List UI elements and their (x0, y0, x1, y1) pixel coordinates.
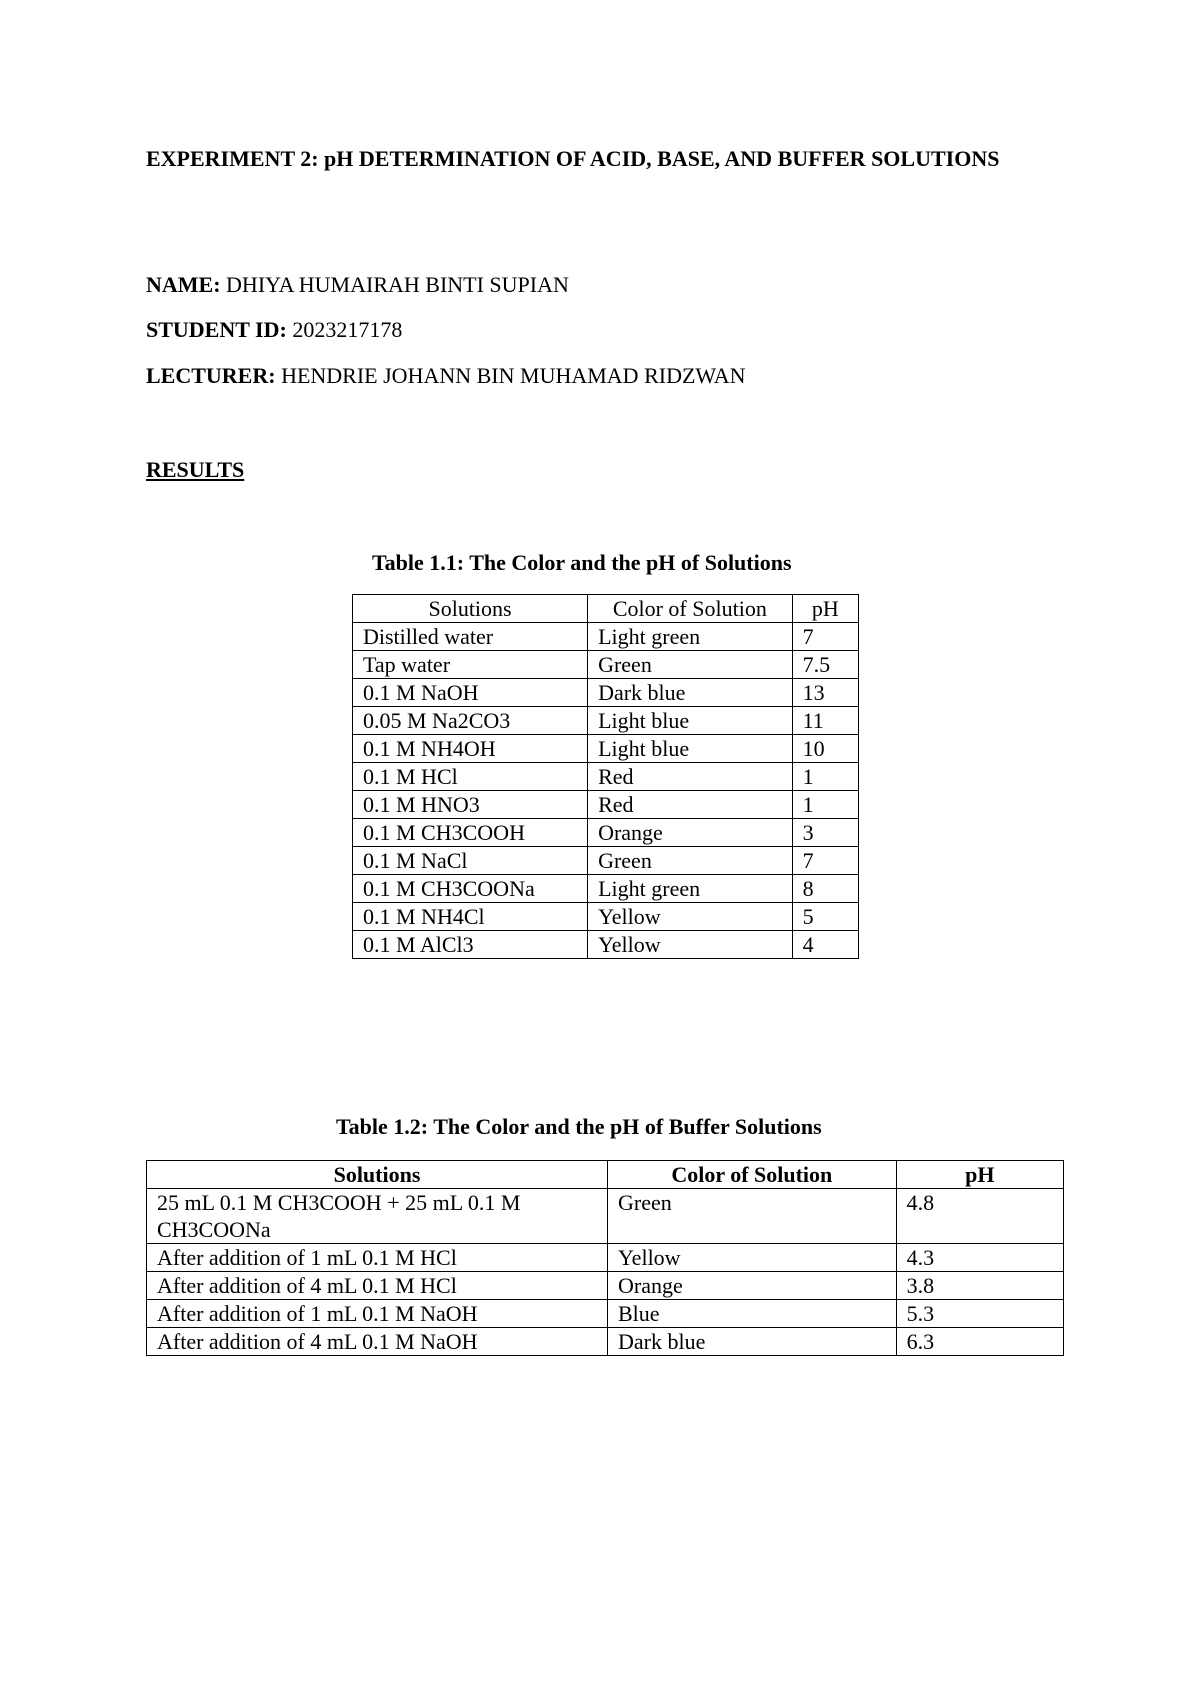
table-cell: Light blue (588, 735, 793, 763)
table-cell: 0.05 M Na2CO3 (353, 707, 588, 735)
table-cell: After addition of 4 mL 0.1 M NaOH (147, 1328, 608, 1356)
experiment-title: EXPERIMENT 2: pH DETERMINATION OF ACID, BASE, AND BUFFER SOLUTIONS (146, 146, 1000, 171)
table-row (353, 735, 859, 763)
table-cell: Red (588, 763, 793, 791)
table-cell: 1 (792, 763, 858, 791)
table-cell: Light blue (588, 707, 793, 735)
table-row (147, 1272, 1064, 1300)
table-row (353, 679, 859, 707)
table2-caption: Table 1.2: The Color and the pH of Buffer Solutions (336, 1114, 822, 1139)
table-row (353, 819, 859, 847)
table-cell: 0.1 M AlCl3 (353, 931, 588, 959)
table-cell: 0.1 M HCl (353, 763, 588, 791)
table-cell: Light green (588, 875, 793, 903)
table-cell: 0.1 M NaCl (353, 847, 588, 875)
table-cell: 0.1 M CH3COONa (353, 875, 588, 903)
table-cell: Dark blue (588, 679, 793, 707)
buffer-solutions-table (146, 1160, 1064, 1356)
table-row (353, 791, 859, 819)
table-row (353, 707, 859, 735)
table-cell: Green (588, 847, 793, 875)
table-row (147, 1189, 1064, 1244)
table-cell: Orange (588, 819, 793, 847)
table-cell: 8 (792, 875, 858, 903)
table-cell: 0.1 M NH4OH (353, 735, 588, 763)
table-row (353, 931, 859, 959)
table-cell: 0.1 M NH4Cl (353, 903, 588, 931)
table-cell: 5 (792, 903, 858, 931)
table-row (353, 903, 859, 931)
table-row (353, 875, 859, 903)
table-cell: Tap water (353, 651, 588, 679)
lecturer-label: LECTURER: (146, 363, 276, 388)
table-row (147, 1300, 1064, 1328)
solutions-ph-table (352, 594, 859, 959)
table-cell: After addition of 1 mL 0.1 M HCl (147, 1244, 608, 1272)
table-cell: Red (588, 791, 793, 819)
table-cell: 5.3 (896, 1300, 1063, 1328)
table-row (353, 763, 859, 791)
table-header-cell: Color of Solution (608, 1161, 897, 1189)
table-cell: Green (588, 651, 793, 679)
table-cell: 4.3 (896, 1244, 1063, 1272)
table-cell: Light green (588, 623, 793, 651)
table-cell: 7 (792, 623, 858, 651)
table-cell: Distilled water (353, 623, 588, 651)
table-cell: After addition of 4 mL 0.1 M HCl (147, 1272, 608, 1300)
table-cell: Blue (608, 1300, 897, 1328)
table-cell: Orange (608, 1272, 897, 1300)
table-cell: Dark blue (608, 1328, 897, 1356)
table-header-cell: Solutions (147, 1161, 608, 1189)
table1-caption: Table 1.1: The Color and the pH of Solutions (372, 550, 792, 575)
table-header-row (147, 1161, 1064, 1189)
table-cell: 6.3 (896, 1328, 1063, 1356)
table-cell: 3 (792, 819, 858, 847)
name-value: DHIYA HUMAIRAH BINTI SUPIAN (226, 272, 569, 297)
results-heading: RESULTS (146, 457, 245, 482)
table-header-cell: pH (896, 1161, 1063, 1189)
table-cell: 1 (792, 791, 858, 819)
student-name-line (146, 271, 569, 299)
table-cell: 7 (792, 847, 858, 875)
table-cell: 25 mL 0.1 M CH3COOH + 25 mL 0.1 M CH3COONa (147, 1189, 608, 1244)
table-cell: 4.8 (896, 1189, 1063, 1244)
table-row (353, 623, 859, 651)
table-row (147, 1244, 1064, 1272)
table-cell: 11 (792, 707, 858, 735)
table-header-row (353, 595, 859, 623)
name-label: NAME: (146, 272, 221, 297)
table-cell: After addition of 1 mL 0.1 M NaOH (147, 1300, 608, 1328)
student-id-line (146, 316, 402, 344)
table-cell: Yellow (588, 931, 793, 959)
table-cell: 13 (792, 679, 858, 707)
student-id-value: 2023217178 (292, 317, 403, 342)
table-cell: 0.1 M CH3COOH (353, 819, 588, 847)
student-id-label: STUDENT ID: (146, 317, 287, 342)
table-cell: 4 (792, 931, 858, 959)
table-cell: 10 (792, 735, 858, 763)
table-row (147, 1328, 1064, 1356)
table-cell: Yellow (608, 1244, 897, 1272)
table-header-cell: Solutions (353, 595, 588, 623)
table-cell: 7.5 (792, 651, 858, 679)
table-row (353, 651, 859, 679)
lecturer-value: HENDRIE JOHANN BIN MUHAMAD RIDZWAN (281, 363, 746, 388)
table-cell: Yellow (588, 903, 793, 931)
table-header-cell: pH (792, 595, 858, 623)
table-cell: Green (608, 1189, 897, 1244)
lecturer-line (146, 362, 746, 390)
table-cell: 0.1 M HNO3 (353, 791, 588, 819)
table-cell: 0.1 M NaOH (353, 679, 588, 707)
table-header-cell: Color of Solution (588, 595, 793, 623)
table-cell: 3.8 (896, 1272, 1063, 1300)
table-row (353, 847, 859, 875)
